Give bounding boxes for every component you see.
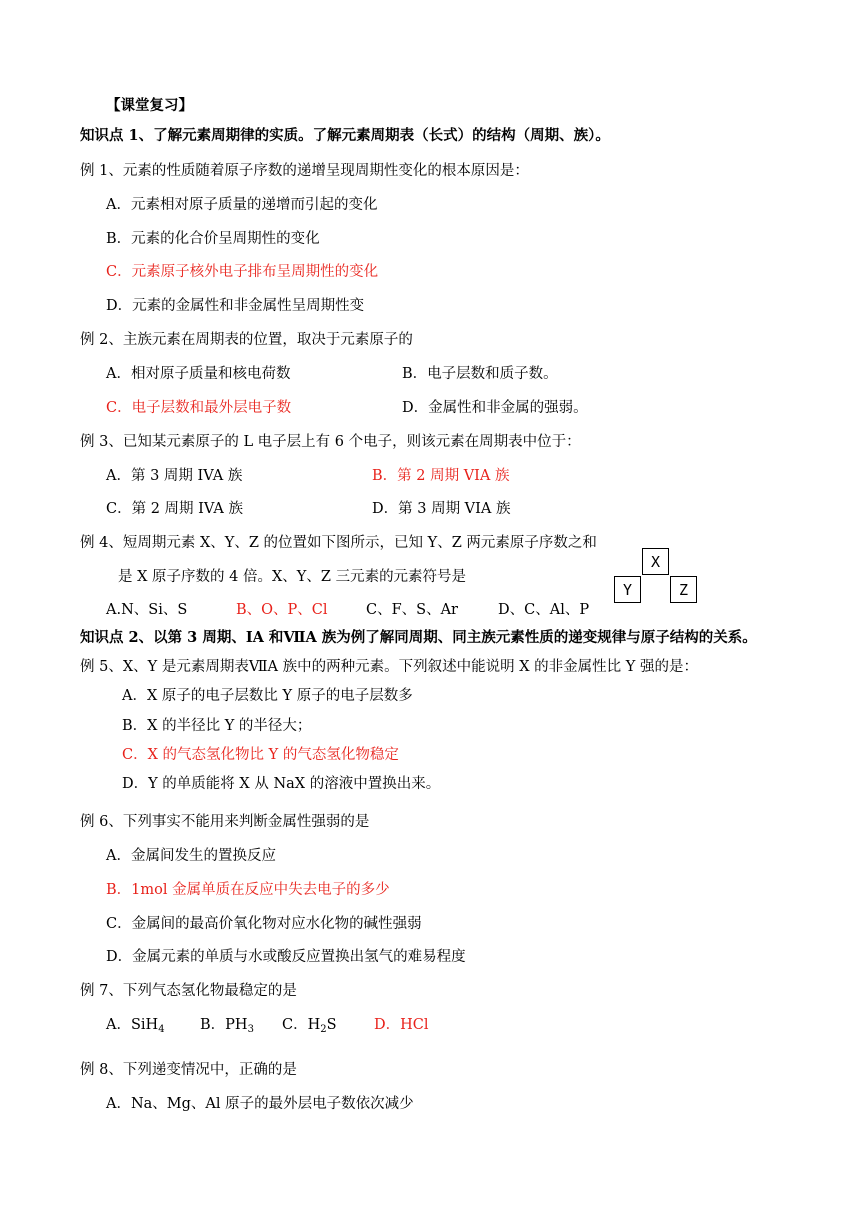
example-1-option-b: B．元素的化合价呈周期性的变化 — [106, 231, 320, 247]
example-6-option-b-answer: B．1mol 金属单质在反应中失去电子的多少 — [106, 882, 390, 898]
example-6-stem: 例 6、下列事实不能用来判断金属性强弱的是 — [80, 814, 370, 830]
grid-cell-y: Y — [614, 576, 641, 603]
example-4-option-a: A.N、Si、S — [106, 602, 188, 618]
example-7-option-d-answer: D．HCl — [374, 1017, 429, 1033]
example-5-option-c-answer: C．X 的气态氢化物比 Y 的气态氢化物稳定 — [122, 747, 399, 763]
periodic-position-diagram — [614, 548, 700, 606]
example-7-option-a: A．SiH$_4$ — [106, 1017, 165, 1035]
example-5-stem: 例 5、X、Y 是元素周期表ⅦA 族中的两种元素。下列叙述中能说明 X 的非金属性比 Y 强的是： — [80, 659, 698, 675]
example-2-option-c-answer: C．电子层数和最外层电子数 — [106, 400, 292, 416]
example-4-option-b-answer: B、O、P、Cl — [236, 602, 328, 618]
example-1-option-a: A．元素相对原子质量的递增而引起的变化 — [106, 197, 378, 213]
example-2-stem: 例 2、主族元素在周期表的位置，取决于元素原子的 — [80, 332, 413, 348]
example-4-stem-line-1: 例 4、短周期元素 X、Y、Z 的位置如下图所示，已知 Y、Z 两元素原子序数之和 — [80, 535, 597, 551]
example-1-option-c-answer: C．元素原子核外电子排布呈周期性的变化 — [106, 264, 379, 280]
example-4-option-c: C、F、S、Ar — [366, 602, 458, 618]
example-5-option-a: A．X 原子的电子层数比 Y 原子的电子层数多 — [122, 688, 413, 704]
example-7-option-c: C．$H_2S$ — [282, 1017, 337, 1035]
example-2-option-b: B．电子层数和质子数。 — [402, 366, 558, 382]
example-8-option-a: A．Na、Mg、Al 原子的最外层电子数依次减少 — [106, 1096, 414, 1112]
grid-cell-x: X — [642, 548, 669, 575]
knowledge-point-1: 知识点 1、了解元素周期律的实质。了解元素周期表（长式）的结构（周期、族）。 — [80, 127, 610, 144]
section-heading: 【课堂复习】 — [106, 97, 193, 114]
example-6-option-a: A．金属间发生的置换反应 — [106, 848, 276, 864]
example-3-option-a: A．第 3 周期 IVA 族 — [106, 468, 243, 484]
example-6-option-c: C．金属间的最高价氧化物对应水化物的碱性强弱 — [106, 916, 422, 932]
example-4-stem-line-2: 是 X 原子序数的 4 倍。X、Y、Z 三元素的元素符号是 — [118, 569, 467, 585]
example-3-stem: 例 3、已知某元素原子的 L 电子层上有 6 个电子，则该元素在周期表中位于： — [80, 434, 581, 450]
example-6-option-d: D．金属元素的单质与水或酸反应置换出氢气的难易程度 — [106, 949, 466, 965]
example-3-option-b-answer: B．第 2 周期 VIA 族 — [372, 468, 510, 484]
example-7-stem: 例 7、下列气态氢化物最稳定的是 — [80, 983, 297, 999]
example-7-option-b: B．$PH_3$ — [200, 1017, 254, 1035]
example-3-option-c: C．第 2 周期 IVA 族 — [106, 501, 243, 517]
knowledge-point-2: 知识点 2、以第 3 周期、IA 和ⅦA 族为例了解同周期、同主族元素性质的递变规律与原子结构的关系。 — [80, 629, 757, 646]
example-1-option-d: D．元素的金属性和非金属性呈周期性变 — [106, 298, 365, 314]
example-4-option-d: D、C、Al、P — [498, 602, 590, 618]
example-5-option-d: D．Y 的单质能将 X 从 NaX 的溶液中置换出来。 — [122, 776, 441, 792]
grid-cell-z: Z — [670, 576, 697, 603]
example-8-stem: 例 8、下列递变情况中，正确的是 — [80, 1062, 297, 1078]
example-3-option-d: D．第 3 周期 VIA 族 — [372, 501, 511, 517]
example-5-option-b: B．X 的半径比 Y 的半径大； — [122, 718, 312, 734]
example-2-option-a: A．相对原子质量和核电荷数 — [106, 366, 291, 382]
example-1-stem: 例 1、元素的性质随着原子序数的递增呈现周期性变化的根本原因是： — [80, 163, 529, 179]
example-2-option-d: D．金属性和非金属的强弱。 — [402, 400, 588, 416]
